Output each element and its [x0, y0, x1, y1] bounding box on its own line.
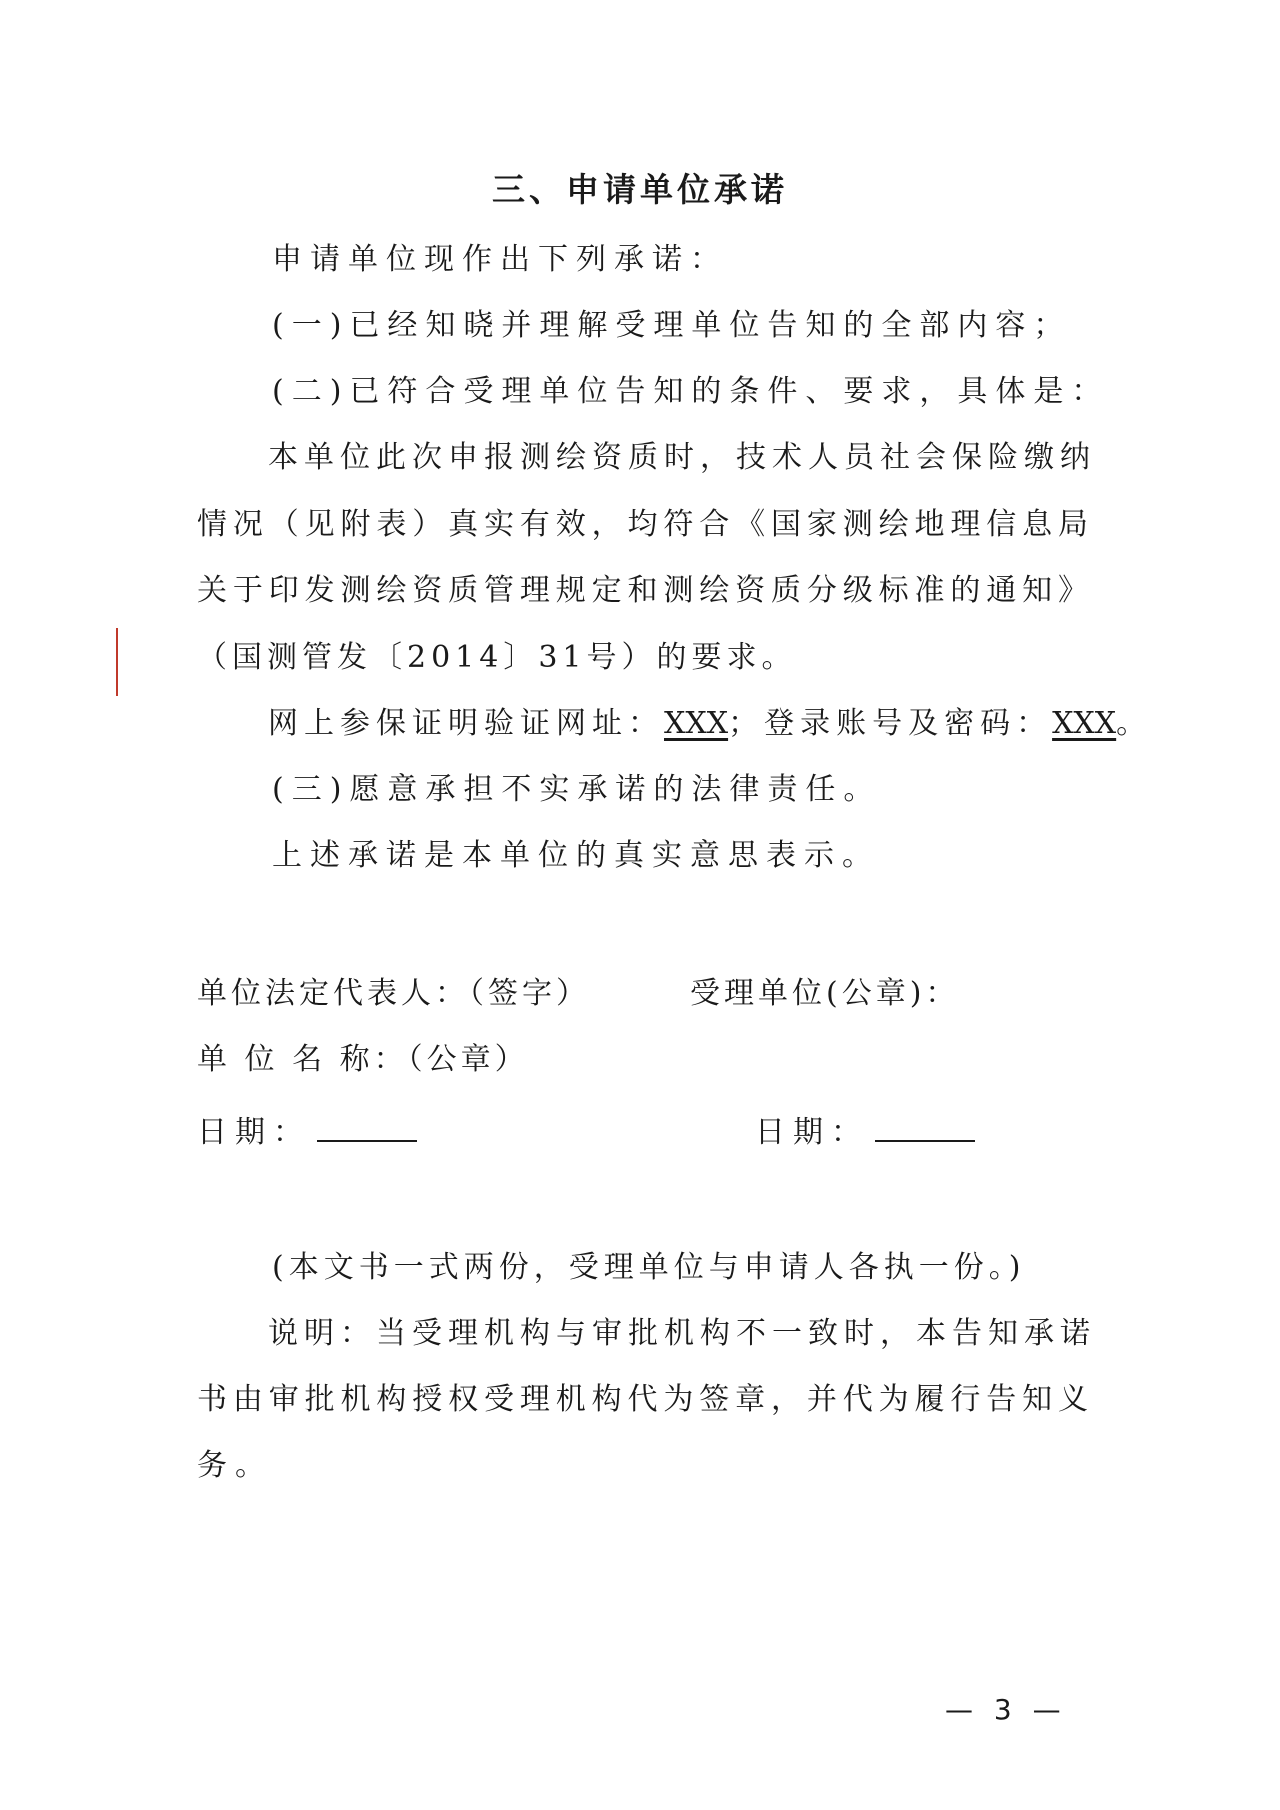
explanation-line-2: 书由审批机构授权受理机构代为签章，并代为履行告知义 — [197, 1382, 1092, 1417]
details-line-1: 本单位此次申报测绘资质时，技术人员社会保险缴纳 — [268, 440, 1094, 475]
statement-text: 上述承诺是本单位的真实意思表示。 — [272, 838, 880, 873]
details-line-4: （国测管发〔2014〕31号）的要求。 — [197, 640, 797, 675]
margin-mark — [116, 628, 118, 696]
date-right-blank — [875, 1110, 975, 1142]
verify-account-value: XXX — [1052, 706, 1117, 741]
section-title: 三、申请单位承诺 — [492, 170, 788, 209]
date-right-label: 日期： — [755, 1115, 869, 1150]
verify-suffix: 。 — [1116, 706, 1153, 741]
date-right — [755, 1110, 975, 1153]
accepting-unit-label: 受理单位(公章)： — [690, 976, 960, 1011]
date-left-blank — [317, 1110, 417, 1142]
page-number: — 3 — — [945, 1693, 1067, 1726]
verify-url-value: XXX — [664, 706, 729, 741]
intro-text: 申请单位现作出下列承诺： — [272, 242, 728, 277]
verify-url-label: 网上参保证明验证网址： — [268, 706, 664, 741]
details-line-3: 关于印发测绘资质管理规定和测绘资质分级标准的通知》 — [197, 573, 1092, 608]
copies-note: (本文书一式两份，受理单位与申请人各执一份。) — [272, 1250, 1026, 1285]
date-left — [197, 1110, 417, 1153]
verification-line — [268, 704, 1152, 744]
commitment-item-3: (三)愿意承担不实承诺的法律责任。 — [272, 772, 882, 807]
verify-account-label: ；登录账号及密码： — [728, 706, 1053, 741]
date-left-label: 日期： — [197, 1115, 311, 1150]
explanation-line-1: 说明：当受理机构与审批机构不一致时，本告知承诺 — [268, 1316, 1094, 1351]
commitment-item-1: (一)已经知晓并理解受理单位告知的全部内容； — [272, 308, 1072, 343]
explanation-line-3: 务。 — [197, 1448, 273, 1483]
details-line-2: 情况（见附表）真实有效，均符合《国家测绘地理信息局 — [197, 507, 1092, 542]
unit-name-label: 单 位 名 称：（公章） — [197, 1042, 529, 1077]
commitment-item-2: (二)已符合受理单位告知的条件、要求，具体是： — [272, 374, 1110, 409]
legal-representative-label: 单位法定代表人：（签字） — [197, 976, 590, 1011]
